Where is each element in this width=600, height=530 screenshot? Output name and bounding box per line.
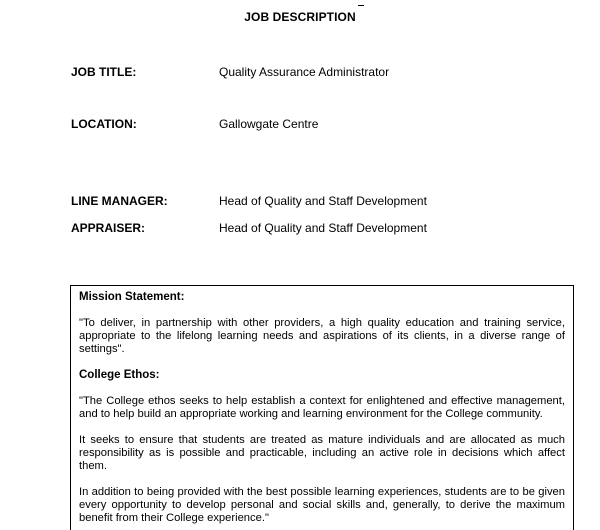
- line-manager-label: LINE MANAGER:: [71, 194, 168, 208]
- ethos-heading: College Ethos:: [79, 369, 160, 381]
- location-value: Gallowgate Centre: [219, 117, 319, 131]
- job-title-label: JOB TITLE:: [71, 65, 137, 79]
- appraiser-value: Head of Quality and Staff Development: [219, 221, 427, 235]
- page-title: JOB DESCRIPTION: [244, 10, 356, 24]
- mission-text: "To deliver, in partnership with other providers, a high quality education and training service, appropriate to the lifelong learning needs and aspirations of its clients, in a diverse range of settings".: [79, 317, 565, 355]
- title-mark: [358, 5, 364, 6]
- location-label: LOCATION:: [71, 117, 137, 131]
- line-manager-value: Head of Quality and Staff Development: [219, 194, 427, 208]
- ethos-paragraph-1: "The College ethos seeks to help establish a context for enlightened and effective management, and to help build an appropriate working and learning environment for the College community.: [79, 395, 565, 420]
- job-title-value: Quality Assurance Administrator: [219, 65, 390, 79]
- mission-heading: Mission Statement:: [79, 291, 185, 303]
- appraiser-label: APPRAISER:: [71, 221, 146, 235]
- ethos-paragraph-2: It seeks to ensure that students are treated as mature individuals and are allocated as much responsibility as is possible and practicable, including an active role in decisions which affect them.: [79, 434, 565, 472]
- ethos-paragraph-3: In addition to being provided with the best possible learning experiences, students are to be given every opportunity to develop personal and social skills and, generally, to derive the maximum benefit from their College experience.": [79, 486, 565, 524]
- statement-box: [70, 285, 574, 530]
